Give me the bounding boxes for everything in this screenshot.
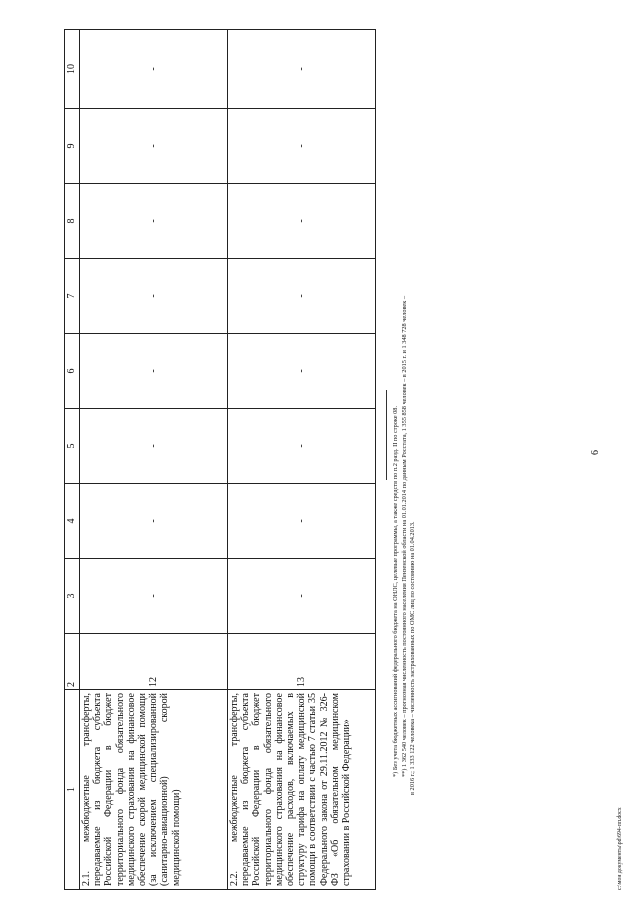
footnotes	[392, 165, 418, 795]
column-number: 9	[65, 109, 80, 184]
table-row	[228, 30, 376, 890]
table-cell: -	[80, 334, 228, 409]
table-cell: -	[228, 484, 376, 559]
column-number: 3	[65, 559, 80, 634]
table-cell: -	[80, 484, 228, 559]
row-code: 12	[80, 634, 228, 690]
row-description: 2.2. межбюджетные трансферты, передаваемые из бюджета субъекта Российской Федерации в бюджет территориального фонда обязательного медицинского страхования на финансовое обеспечение расходов, включаемых в структуру тарифа на оплату медицинской помощи в соответствии с частью 7 статьи 35 Федерального закона от 29.11.2012 № 326-ФЗ «Об обязательном медицинском страховании в Российской Федерации»	[228, 690, 376, 890]
footnote-2: **) 1 362 540 человек – прогнозная численность постоянного населения Пензенской области на 01.01.2014 по данным Росстата, 1 355 858 человек – в 2015 г. и 1 348 728 человек –	[400, 295, 408, 777]
file-path: c:\мои документы\pd\694-пп.docx	[617, 807, 623, 890]
column-number: 10	[65, 30, 80, 109]
table-cell: -	[228, 559, 376, 634]
table-cell: -	[80, 259, 228, 334]
column-number: 7	[65, 259, 80, 334]
footnote-separator	[386, 390, 387, 480]
column-number: 2	[65, 634, 80, 690]
row-code: 13	[228, 634, 376, 690]
column-number: 8	[65, 184, 80, 259]
table-cell: -	[80, 109, 228, 184]
table-cell: -	[228, 409, 376, 484]
table-cell: -	[80, 409, 228, 484]
column-number: 6	[65, 334, 80, 409]
table-cell: -	[228, 259, 376, 334]
table-cell: -	[80, 184, 228, 259]
column-number: 5	[65, 409, 80, 484]
table-cell: -	[228, 334, 376, 409]
column-number-row	[65, 30, 80, 890]
table-cell: -	[80, 30, 228, 109]
page-number: 6	[590, 450, 601, 455]
row-description: 2.1. межбюджетные трансферты, передаваемые из бюджета субъекта Российской Федерации в бюджет территориального фонда обязательного медицинского страхования на финансовое обеспечение скорой медицинской помощи (за исключением специализированной (санитарно-авиационной) скорой медицинской помощи)	[80, 690, 228, 890]
column-number: 4	[65, 484, 80, 559]
table-row	[80, 30, 228, 890]
table-cell: -	[228, 30, 376, 109]
table-cell: -	[80, 559, 228, 634]
table-cell: -	[228, 184, 376, 259]
footnote-2-continued: в 2016 г.; 1 333 122 человека – численность застрахованных по ОМС лиц по состоянию на 01.04.2013.	[409, 521, 416, 795]
footnote-1: *) Без учета бюджетных ассигнований федерального бюджета на ОНЛС, целевые программы, а также средств по п.2 разд. II по строке 08.	[392, 405, 399, 777]
table-cell: -	[228, 109, 376, 184]
data-table	[64, 29, 376, 890]
column-number: 1	[65, 690, 80, 890]
